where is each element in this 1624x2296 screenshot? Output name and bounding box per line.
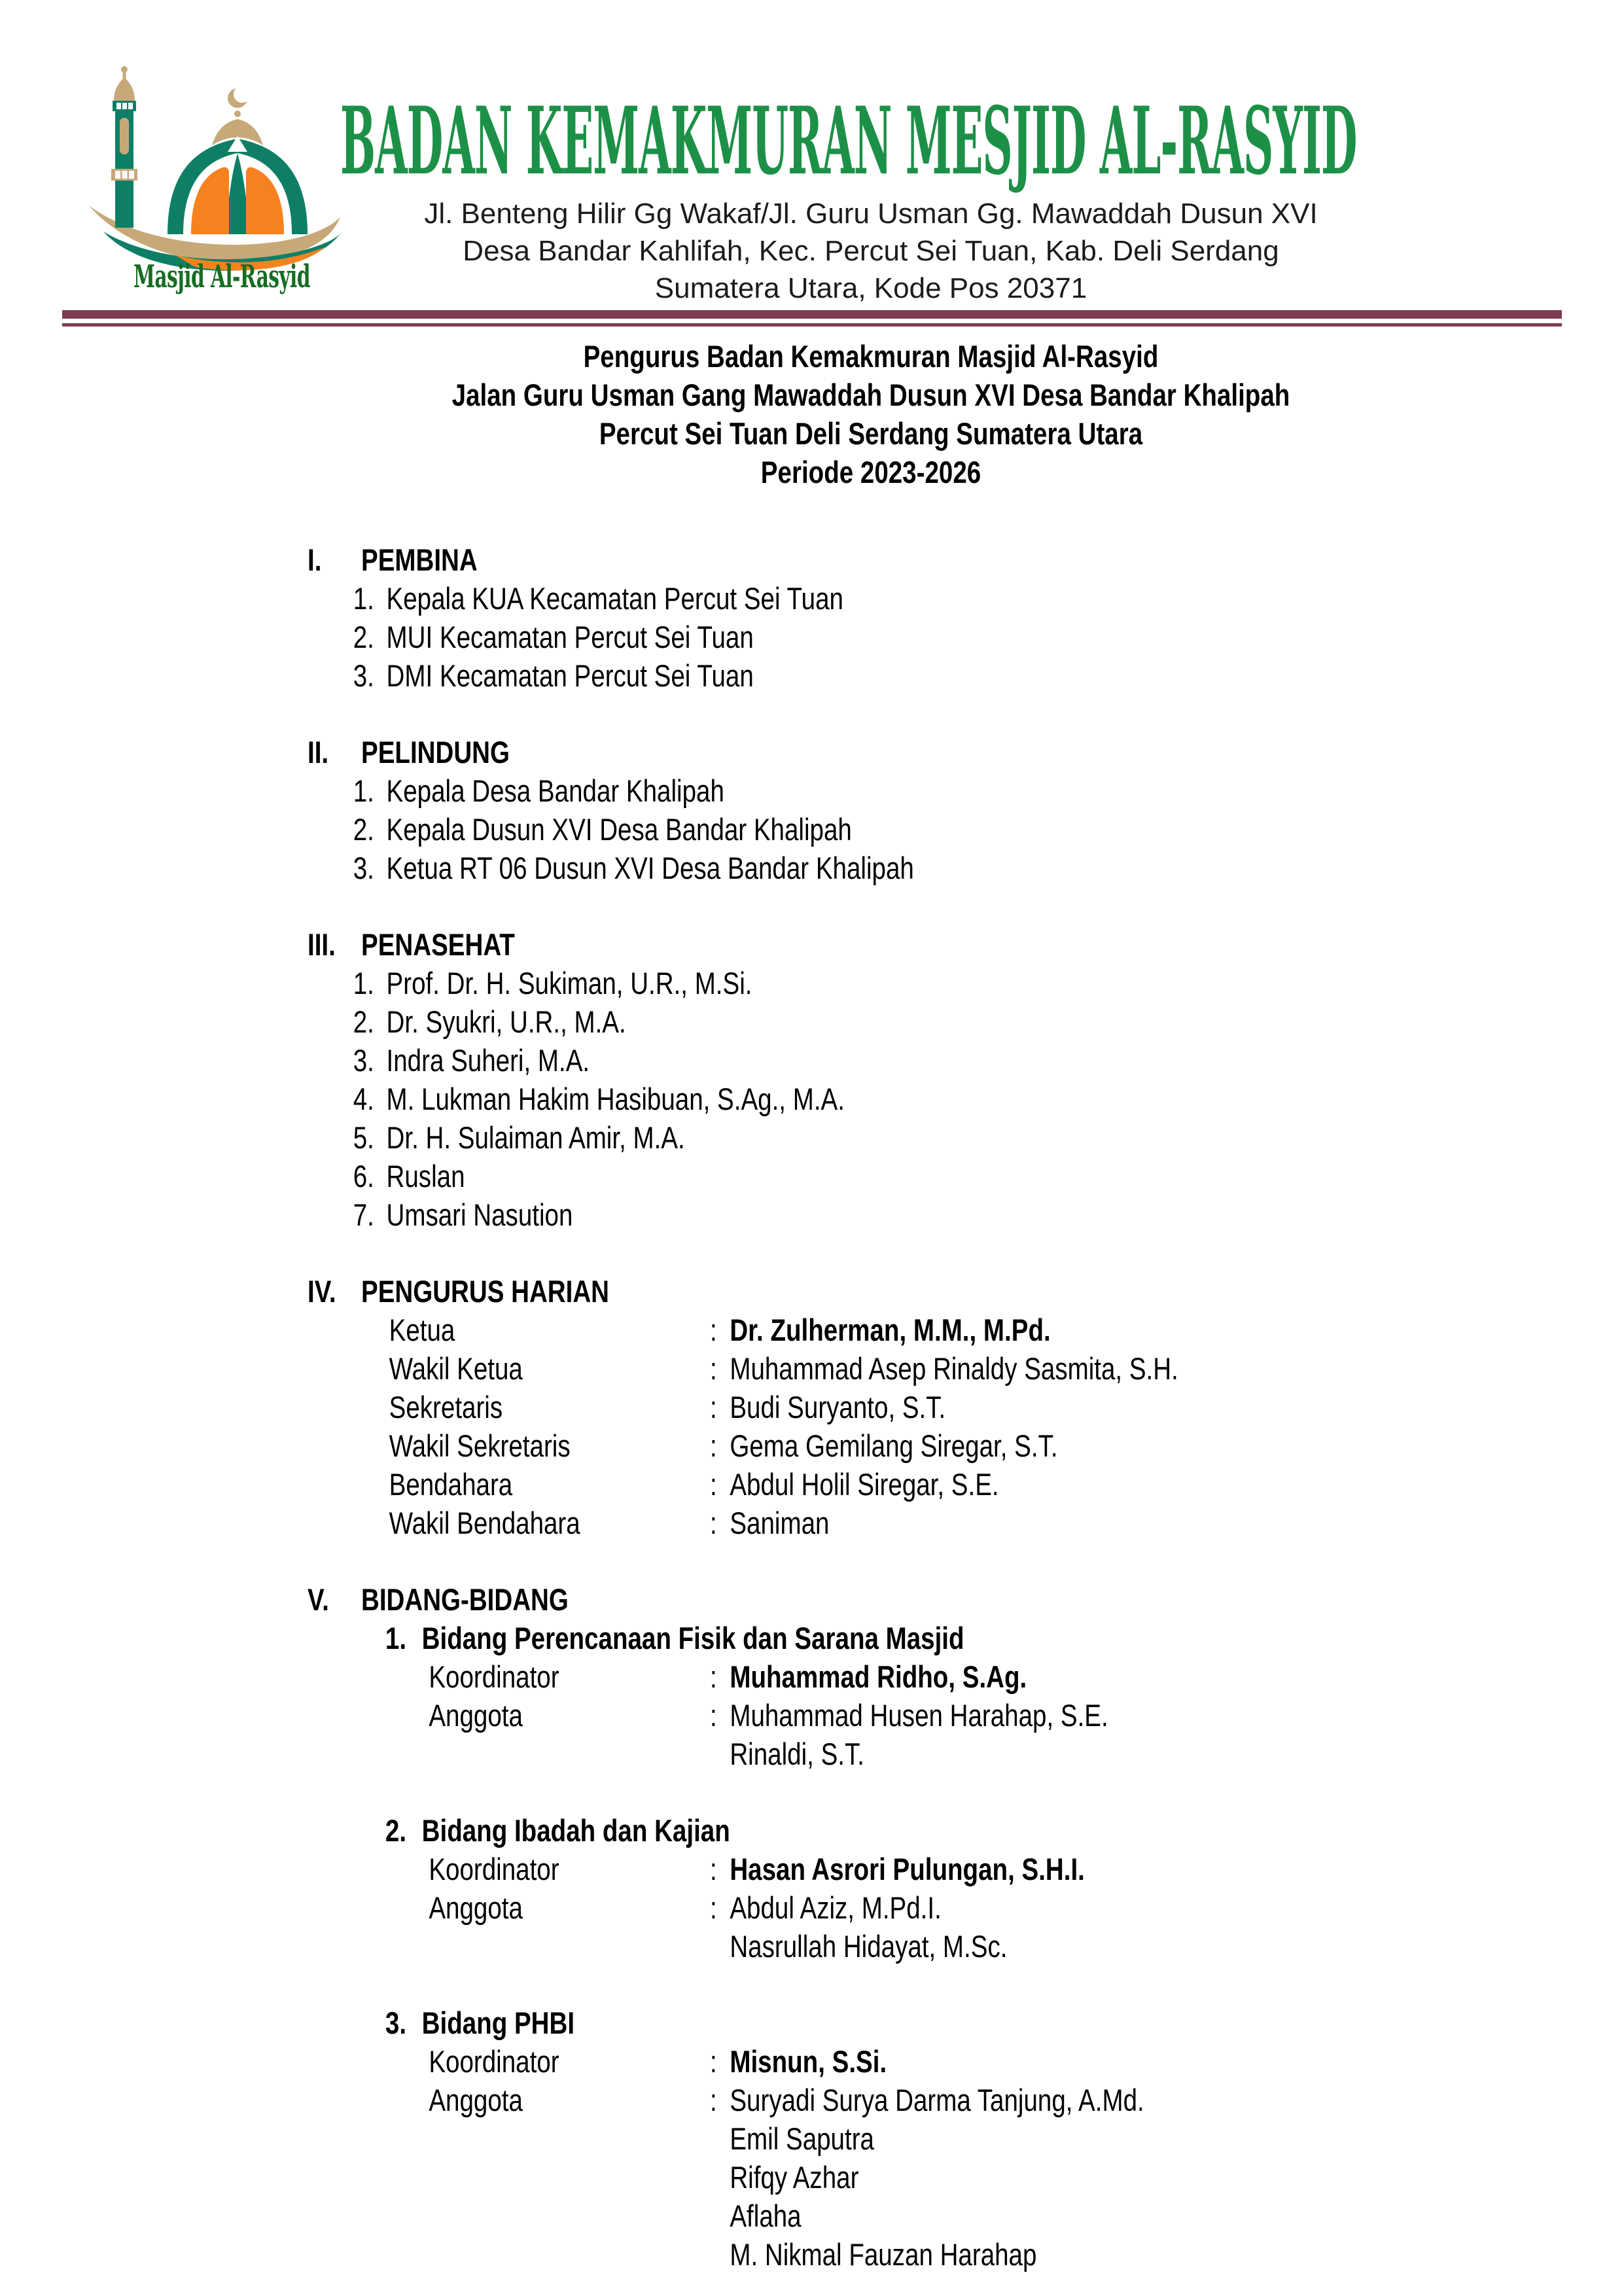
list-item: [308, 1080, 1434, 1118]
role-row: [308, 1349, 1434, 1388]
role-row: [308, 1888, 1434, 1966]
section-title: BIDANG-BIDANG: [361, 1582, 569, 1617]
title-line: Pengurus Badan Kemakmuran Masjid Al-Rasyid: [583, 339, 1159, 374]
list-item: [308, 771, 1434, 810]
role-row: [308, 1465, 1434, 1504]
balcony-slot: [116, 103, 121, 109]
member-name: Nasrullah Hidayat, M.Sc.: [730, 1929, 1008, 1964]
member-name: Suryadi Surya Darma Tanjung, A.Md.: [730, 2083, 1144, 2117]
bidang-heading: [308, 1619, 1434, 1657]
list-item: [308, 1041, 1434, 1080]
crescent-cut: [234, 86, 251, 103]
member-name: Emil Saputra: [730, 2121, 874, 2156]
role-value: Hasan Asrori Pulungan, S.H.I.: [730, 1852, 1085, 1886]
letterhead-address: [308, 195, 1434, 307]
item-text: Prof. Dr. H. Sukiman, U.R., M.Si.: [386, 966, 752, 1000]
section-pengurus-harian: [308, 1272, 1434, 1542]
title-line: Percut Sei Tuan Deli Serdang Sumatera Utara: [599, 416, 1143, 451]
item-number: 2.: [353, 1004, 374, 1039]
section-title: PEMBINA: [361, 542, 478, 577]
role-label: Koordinator: [429, 2044, 559, 2079]
bidang-number: 2.: [385, 1813, 407, 1848]
role-label: Sekretaris: [389, 1390, 503, 1424]
colon: :: [710, 2044, 717, 2079]
role-label: Ketua: [389, 1313, 455, 1347]
role-value: Abdul Holil Siregar, S.E.: [730, 1467, 999, 1502]
list-item: [308, 849, 1434, 887]
bidang-name: Bidang PHBI: [421, 2005, 575, 2040]
minaret-window: [120, 118, 129, 154]
dome-finial-ball: [234, 111, 241, 117]
bidang-group-2: [308, 1811, 1434, 1966]
divider-thick-bar: [62, 310, 1562, 319]
document-body: [308, 337, 1434, 2274]
item-number: 3.: [353, 851, 374, 885]
bidang-name: Bidang Ibadah dan Kajian: [421, 1813, 730, 1848]
role-row: [308, 2081, 1434, 2274]
item-text: Kepala KUA Kecamatan Percut Sei Tuan: [386, 581, 843, 616]
section-heading: [308, 1580, 1434, 1619]
role-label: Koordinator: [429, 1852, 559, 1886]
section-title: PENASEHAT: [361, 927, 515, 962]
minaret-dome: [114, 77, 135, 101]
role-value: Saniman: [730, 1506, 830, 1540]
bidang-group-3: [308, 2004, 1434, 2274]
section-penasehat: [308, 925, 1434, 1234]
role-value: Dr. Zulherman, M.M., M.Pd.: [730, 1313, 1051, 1347]
role-row: [308, 1696, 1434, 1773]
item-number: 2.: [353, 620, 374, 654]
role-row: [308, 1426, 1434, 1465]
item-text: DMI Kecamatan Percut Sei Tuan: [386, 658, 754, 693]
section-numeral: IV.: [308, 1274, 336, 1309]
role-label: Wakil Bendahara: [389, 1506, 580, 1540]
colon: :: [710, 1890, 717, 1925]
role-row: [308, 2042, 1434, 2081]
bidang-heading: [308, 2004, 1434, 2042]
mosque-logo: [84, 60, 345, 276]
role-values: [730, 1888, 1007, 1966]
role-row: [308, 1504, 1434, 1542]
item-number: 3.: [353, 1043, 374, 1078]
bidang-heading: [308, 1811, 1434, 1850]
section-numeral: II.: [308, 735, 329, 769]
colon: :: [710, 1852, 717, 1886]
role-label: Bendahara: [389, 1467, 513, 1502]
item-text: MUI Kecamatan Percut Sei Tuan: [386, 620, 754, 654]
section-title: PELINDUNG: [361, 735, 510, 769]
role-values: [730, 1696, 1108, 1773]
role-label: Anggota: [429, 1890, 523, 1925]
role-label: Wakil Sekretaris: [389, 1428, 571, 1463]
address-line: Sumatera Utara, Kode Pos 20371: [654, 272, 1087, 304]
title-line: Jalan Guru Usman Gang Mawaddah Dusun XVI Desa Bandar Khalipah: [451, 378, 1290, 412]
role-value: Budi Suryanto, S.T.: [730, 1390, 946, 1424]
item-text: Dr. Syukri, U.R., M.A.: [386, 1004, 626, 1039]
section-heading: [308, 733, 1434, 771]
bidang-group-1: [308, 1619, 1434, 1773]
list-item: [308, 964, 1434, 1002]
org-name-title: BADAN KEMAKMURAN MESJID AL-RASYID: [340, 87, 1357, 196]
item-number: 4.: [353, 1082, 374, 1116]
section-numeral: I.: [308, 542, 322, 577]
item-number: 3.: [353, 658, 374, 693]
role-label: Wakil Ketua: [389, 1351, 523, 1386]
item-text: Indra Suheri, M.A.: [386, 1043, 590, 1078]
colon: :: [710, 2083, 717, 2117]
colon: :: [710, 1698, 717, 1733]
item-text: M. Lukman Hakim Hasibuan, S.Ag., M.A.: [386, 1082, 845, 1116]
role-value: Gema Gemilang Siregar, S.T.: [730, 1428, 1058, 1463]
item-number: 2.: [353, 812, 374, 847]
role-label: Koordinator: [429, 1659, 559, 1694]
bidang-name: Bidang Perencanaan Fisik dan Sarana Masjid: [421, 1621, 964, 1655]
item-number: 1.: [353, 773, 374, 808]
member-name: Rifqy Azhar: [730, 2160, 859, 2195]
balcony-slot: [122, 103, 127, 109]
title-line: Periode 2023-2026: [760, 455, 981, 489]
item-text: Ruslan: [386, 1159, 465, 1193]
pembina-list: [308, 579, 1434, 695]
item-text: Dr. H. Sulaiman Amir, M.A.: [386, 1120, 685, 1155]
balcony-slot: [122, 171, 128, 179]
address-line: Jl. Benteng Hilir Gg Wakaf/Jl. Guru Usman Gg. Mawaddah Dusun XVI: [424, 198, 1318, 230]
colon: :: [710, 1351, 717, 1386]
section-bidang-bidang: [308, 1580, 1434, 2274]
document-title-block: [308, 337, 1434, 491]
role-row: [308, 1311, 1434, 1349]
balcony-slot: [128, 103, 133, 109]
role-value: Misnun, S.Si.: [730, 2044, 887, 2079]
list-item: [308, 618, 1434, 656]
colon: :: [710, 1428, 717, 1463]
item-text: Kepala Dusun XVI Desa Bandar Khalipah: [386, 812, 852, 847]
list-item: [308, 656, 1434, 695]
list-item: [308, 810, 1434, 849]
member-name: M. Nikmal Fauzan Harahap: [730, 2237, 1037, 2272]
balcony-slot: [129, 171, 134, 179]
colon: :: [710, 1313, 717, 1347]
list-item: [308, 1118, 1434, 1157]
member-name: Rinaldi, S.T.: [730, 1737, 864, 1771]
section-numeral: III.: [308, 927, 336, 962]
colon: :: [710, 1390, 717, 1424]
role-values: [730, 2081, 1144, 2274]
item-number: 1.: [353, 966, 374, 1000]
pelindung-list: [308, 771, 1434, 887]
section-pembina: [308, 540, 1434, 695]
logo-caption: Masjid Al-Rasyid: [133, 258, 310, 295]
address-line: Desa Bandar Kahlifah, Kec. Percut Sei Tuan, Kab. Deli Serdang: [463, 235, 1279, 267]
member-name: Aflaha: [730, 2199, 802, 2233]
minaret-shaft-lower: [115, 181, 133, 228]
item-number: 5.: [353, 1120, 374, 1155]
list-item: [308, 1157, 1434, 1195]
section-heading: [308, 925, 1434, 964]
role-value: Muhammad Ridho, S.Ag.: [730, 1659, 1027, 1694]
list-item: [308, 1002, 1434, 1041]
item-text: Kepala Desa Bandar Khalipah: [386, 773, 724, 808]
penasehat-list: [308, 964, 1434, 1234]
mosque-logo-icon: [84, 60, 345, 276]
colon: :: [710, 1659, 717, 1694]
section-heading: [308, 1272, 1434, 1311]
section-title: PENGURUS HARIAN: [361, 1274, 610, 1309]
role-row: [308, 1850, 1434, 1888]
bidang-number: 3.: [385, 2005, 407, 2040]
colon: :: [710, 1467, 717, 1502]
item-text: Ketua RT 06 Dusun XVI Desa Bandar Khalipah: [386, 851, 914, 885]
member-name: Muhammad Husen Harahap, S.E.: [730, 1698, 1108, 1733]
section-numeral: V.: [308, 1582, 329, 1617]
divider-thin-line: [62, 323, 1562, 327]
role-label: Anggota: [429, 2083, 523, 2117]
colon: :: [710, 1506, 717, 1540]
list-item: [308, 1195, 1434, 1234]
role-row: [308, 1388, 1434, 1426]
balcony-slot: [115, 171, 120, 179]
item-number: 6.: [353, 1159, 374, 1193]
member-name: Abdul Aziz, M.Pd.I.: [730, 1890, 942, 1925]
role-label: Anggota: [429, 1698, 523, 1733]
role-value: Muhammad Asep Rinaldy Sasmita, S.H.: [730, 1351, 1178, 1386]
bidang-number: 1.: [385, 1621, 407, 1655]
item-text: Umsari Nasution: [386, 1197, 573, 1232]
role-row: [308, 1657, 1434, 1696]
item-number: 7.: [353, 1197, 374, 1232]
list-item: [308, 579, 1434, 618]
section-pelindung: [308, 733, 1434, 887]
section-heading: [308, 540, 1434, 579]
item-number: 1.: [353, 581, 374, 616]
minaret-finial: [121, 66, 128, 73]
